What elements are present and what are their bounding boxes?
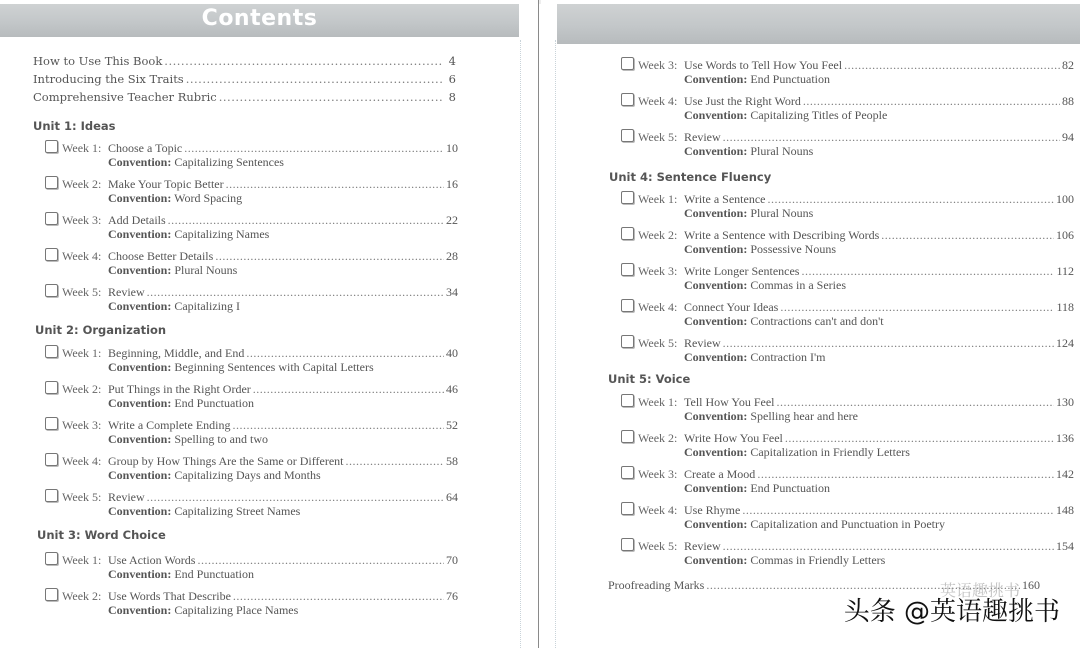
convention-text: Plural Nouns [174, 263, 238, 277]
week-label: Week 3: [638, 467, 678, 481]
checkbox[interactable] [45, 453, 58, 466]
week-label: Week 4: [62, 454, 102, 468]
entry-page: 160 [1022, 578, 1040, 592]
convention-line [684, 409, 858, 424]
entry-page: 8 [448, 90, 456, 104]
week-label: Week 4: [638, 300, 678, 314]
page-edge [555, 40, 556, 648]
entry-title: Review [684, 336, 721, 350]
entry-page: 106 [1056, 228, 1074, 242]
week-title-row [684, 431, 1074, 446]
week-entry[interactable] [621, 335, 1074, 367]
convention-label: Convention: [684, 445, 748, 459]
entry-title: Review [684, 539, 721, 553]
week-title-row [684, 395, 1074, 410]
week-entry[interactable] [45, 212, 458, 244]
entry-page: 88 [1062, 94, 1074, 108]
entry-title: Review [108, 285, 145, 299]
week-title-row [108, 177, 458, 192]
entry-title: Make Your Topic Better [108, 177, 224, 191]
entry-title: Review [108, 490, 145, 504]
week-title-row [108, 418, 458, 433]
convention-line [684, 517, 945, 532]
entry-title: Put Things in the Right Order [108, 382, 251, 396]
week-title-row [684, 228, 1074, 243]
entry-page: 136 [1056, 431, 1074, 445]
checkbox[interactable] [621, 394, 634, 407]
entry-title: Write a Complete Ending [108, 418, 231, 432]
convention-label: Convention: [684, 350, 748, 364]
convention-text: Capitalizing Titles of People [750, 108, 888, 122]
entry-page: 40 [446, 346, 458, 360]
convention-label: Convention: [684, 242, 748, 256]
week-title-row [108, 553, 458, 568]
convention-label: Convention: [684, 108, 748, 122]
entry-page: 148 [1056, 503, 1074, 517]
entry-title: Introducing the Six Traits [33, 72, 184, 86]
convention-label: Convention: [108, 360, 172, 374]
week-label: Week 1: [638, 395, 678, 409]
week-entry[interactable] [621, 129, 1074, 161]
entry-title: Beginning, Middle, and End [108, 346, 245, 360]
dot-leader [168, 213, 444, 228]
left-page [0, 0, 538, 648]
convention-text: Contraction I'm [750, 350, 826, 364]
convention-label: Convention: [108, 227, 172, 241]
entry-title: Tell How You Feel [684, 395, 775, 409]
watermark-faint: 英语趣挑书 [939, 581, 1020, 600]
checkbox[interactable] [45, 417, 58, 430]
dot-leader [346, 454, 444, 469]
checkbox[interactable] [621, 57, 634, 70]
week-title-row [684, 192, 1074, 207]
week-entry[interactable] [621, 430, 1074, 462]
week-entry[interactable] [621, 57, 1074, 89]
week-title-row [684, 539, 1074, 554]
convention-text: Capitalization in Friendly Letters [750, 445, 910, 459]
checkbox[interactable] [621, 129, 634, 142]
checkbox[interactable] [621, 227, 634, 240]
convention-line [684, 206, 813, 221]
week-label: Week 4: [638, 503, 678, 517]
convention-line [684, 72, 830, 87]
checkbox[interactable] [45, 248, 58, 261]
entry-title: Add Details [108, 213, 166, 227]
convention-text: End Punctuation [174, 396, 255, 410]
week-title-row [108, 382, 458, 397]
right-page [541, 0, 1080, 648]
week-label: Week 5: [638, 539, 678, 553]
checkbox[interactable] [45, 140, 58, 153]
week-title-row [684, 503, 1074, 518]
convention-text: Plural Nouns [750, 144, 814, 158]
dot-leader [219, 90, 442, 104]
week-title-row [684, 300, 1074, 315]
week-entry[interactable] [45, 453, 458, 485]
week-title-row [108, 249, 458, 264]
dot-leader [253, 382, 444, 397]
unit-heading: Unit 4: Sentence Fluency [609, 170, 772, 184]
checkbox[interactable] [621, 430, 634, 443]
convention-text: End Punctuation [174, 567, 255, 581]
checkbox[interactable] [621, 466, 634, 479]
week-label: Week 3: [638, 58, 678, 72]
convention-label: Convention: [684, 553, 748, 567]
week-label: Week 4: [62, 249, 102, 263]
checkbox[interactable] [621, 191, 634, 204]
convention-line [684, 278, 846, 293]
convention-text: Commas in a Series [750, 278, 846, 292]
week-label: Week 1: [638, 192, 678, 206]
convention-line [684, 481, 830, 496]
entry-page: 124 [1056, 336, 1074, 350]
convention-label: Convention: [684, 314, 748, 328]
entry-title: Choose Better Details [108, 249, 214, 263]
entry-page: 82 [1062, 58, 1074, 72]
convention-text: Possessive Nouns [750, 242, 837, 256]
week-title-row [684, 336, 1074, 351]
entry-title: Use Words to Tell How You Feel [684, 58, 843, 72]
checkbox[interactable] [621, 335, 634, 348]
checkbox[interactable] [45, 588, 58, 601]
week-title-row [684, 130, 1074, 145]
week-label: Week 3: [62, 213, 102, 227]
week-label: Week 4: [638, 94, 678, 108]
convention-label: Convention: [108, 468, 172, 482]
dot-leader [757, 467, 1054, 482]
convention-text: Commas in Friendly Letters [750, 553, 886, 567]
dot-leader [803, 94, 1060, 109]
convention-line [108, 360, 374, 375]
week-label: Week 2: [638, 228, 678, 242]
week-label: Week 2: [62, 177, 102, 191]
convention-line [684, 314, 884, 329]
unit-heading: Unit 1: Ideas [33, 119, 116, 133]
dot-leader [844, 58, 1060, 73]
week-entry[interactable] [621, 466, 1074, 498]
entry-title: Choose a Topic [108, 141, 183, 155]
dot-leader [881, 228, 1054, 243]
checkbox[interactable] [621, 538, 634, 551]
convention-text: Capitalization and Punctuation in Poetry [750, 517, 945, 531]
checkbox[interactable] [621, 299, 634, 312]
convention-label: Convention: [108, 396, 172, 410]
week-label: Week 5: [638, 130, 678, 144]
checkbox[interactable] [45, 176, 58, 189]
entry-page: 16 [446, 177, 458, 191]
entry-page: 112 [1056, 264, 1074, 278]
convention-text: Capitalizing Names [174, 227, 270, 241]
convention-label: Convention: [684, 409, 748, 423]
unit-heading: Unit 3: Word Choice [37, 528, 166, 542]
entry-page: 130 [1056, 395, 1074, 409]
entry-title: Use Action Words [108, 553, 196, 567]
entry-page: 34 [446, 285, 458, 299]
week-label: Week 1: [62, 141, 102, 155]
entry-page: 100 [1056, 192, 1074, 206]
week-entry[interactable] [621, 394, 1074, 426]
dot-leader [767, 192, 1054, 207]
entry-title: Use Words That Describe [108, 589, 231, 603]
convention-text: End Punctuation [750, 481, 831, 495]
week-entry[interactable] [621, 191, 1074, 223]
checkbox[interactable] [621, 263, 634, 276]
week-entry[interactable] [45, 248, 458, 280]
dot-leader [785, 431, 1054, 446]
convention-label: Convention: [108, 504, 172, 518]
convention-line [684, 242, 836, 257]
convention-text: Capitalizing Place Names [174, 603, 299, 617]
convention-line [108, 432, 268, 447]
convention-line [684, 144, 813, 159]
convention-text: Plural Nouns [750, 206, 814, 220]
week-entry[interactable] [621, 538, 1074, 570]
week-entry[interactable] [621, 299, 1074, 331]
convention-label: Convention: [108, 432, 172, 446]
contents-banner [0, 4, 519, 37]
week-entry[interactable] [45, 417, 458, 449]
week-title-row [108, 141, 458, 156]
week-label: Week 3: [62, 418, 102, 432]
dot-leader [246, 346, 444, 361]
convention-text: Spelling to and two [174, 432, 269, 446]
entry-page: 10 [446, 141, 458, 155]
convention-label: Convention: [108, 155, 172, 169]
week-entry[interactable] [621, 227, 1074, 259]
convention-line [108, 155, 284, 170]
week-title-row [108, 490, 458, 505]
page-title: Contents [201, 6, 318, 31]
entry-page: 4 [448, 54, 456, 68]
week-label: Week 1: [62, 553, 102, 567]
week-title-row [108, 213, 458, 228]
week-label: Week 2: [62, 382, 102, 396]
convention-label: Convention: [684, 144, 748, 158]
convention-label: Convention: [684, 278, 748, 292]
convention-text: Word Spacing [174, 191, 243, 205]
convention-line [108, 603, 298, 618]
entry-title: Review [684, 130, 721, 144]
convention-text: Capitalizing Sentences [174, 155, 284, 169]
week-title-row [684, 467, 1074, 482]
week-entry[interactable] [45, 588, 458, 620]
checkbox[interactable] [621, 502, 634, 515]
convention-line [108, 191, 242, 206]
checkbox[interactable] [45, 345, 58, 358]
week-entry[interactable] [45, 345, 458, 377]
unit-heading: Unit 5: Voice [608, 372, 691, 386]
convention-label: Convention: [684, 72, 748, 86]
dot-leader [186, 72, 442, 86]
entry-title: Group by How Things Are the Same or Different [108, 454, 344, 468]
entry-page: 70 [446, 553, 458, 567]
convention-line [684, 445, 910, 460]
dot-leader [233, 589, 444, 604]
week-entry[interactable] [621, 502, 1074, 534]
week-label: Week 1: [62, 346, 102, 360]
entry-page: 6 [448, 72, 456, 86]
checkbox[interactable] [621, 93, 634, 106]
convention-line [108, 567, 254, 582]
entry-page: 52 [446, 418, 458, 432]
book-gutter [538, 0, 539, 648]
entry-title: Use Just the Right Word [684, 94, 801, 108]
convention-text: Beginning Sentences with Capital Letters [174, 360, 374, 374]
dot-leader [723, 336, 1054, 351]
week-entry[interactable] [45, 176, 458, 208]
convention-line [108, 468, 321, 483]
convention-label: Convention: [108, 567, 172, 581]
week-entry[interactable] [45, 284, 458, 316]
week-label: Week 5: [62, 490, 102, 504]
entry-title: Comprehensive Teacher Rubric [33, 90, 217, 104]
dot-leader [801, 264, 1054, 279]
convention-text: Capitalizing Days and Months [174, 468, 321, 482]
week-entry[interactable] [45, 552, 458, 584]
toc-entry[interactable] [33, 90, 456, 104]
checkbox[interactable] [45, 284, 58, 297]
entry-title: How to Use This Book [33, 54, 163, 68]
dot-leader [742, 503, 1054, 518]
checkbox[interactable] [45, 552, 58, 565]
entry-page: 22 [446, 213, 458, 227]
dot-leader [780, 300, 1054, 315]
convention-line [108, 299, 240, 314]
week-title-row [108, 589, 458, 604]
entry-title: Connect Your Ideas [684, 300, 779, 314]
entry-title: Use Rhyme [684, 503, 741, 517]
entry-title: Write a Sentence [684, 192, 766, 206]
convention-text: Capitalizing I [174, 299, 240, 313]
week-title-row [108, 454, 458, 469]
dot-leader [232, 418, 444, 433]
week-label: Week 5: [62, 285, 102, 299]
entry-title: Write Longer Sentences [684, 264, 800, 278]
checkbox[interactable] [45, 489, 58, 502]
convention-label: Convention: [108, 299, 172, 313]
convention-label: Convention: [684, 481, 748, 495]
week-entry[interactable] [45, 489, 458, 521]
dot-leader [184, 141, 444, 156]
week-entry[interactable] [621, 263, 1074, 295]
dot-leader [147, 490, 444, 505]
week-title-row [108, 346, 458, 361]
convention-line [684, 108, 887, 123]
week-title-row [684, 58, 1074, 73]
entry-title: Write a Sentence with Describing Words [684, 228, 880, 242]
page-edge [520, 40, 521, 648]
convention-label: Convention: [108, 191, 172, 205]
convention-line [108, 263, 237, 278]
week-entry[interactable] [45, 140, 458, 172]
entry-page: 118 [1056, 300, 1074, 314]
dot-leader [215, 249, 444, 264]
convention-label: Convention: [108, 603, 172, 617]
unit-heading: Unit 2: Organization [35, 323, 167, 337]
entry-page: 154 [1056, 539, 1074, 553]
dot-leader [723, 130, 1060, 145]
dot-leader [197, 553, 444, 568]
week-entry[interactable] [45, 381, 458, 413]
convention-text: Spelling hear and here [750, 409, 858, 423]
entry-page: 46 [446, 382, 458, 396]
checkbox[interactable] [45, 212, 58, 225]
entry-page: 142 [1056, 467, 1074, 481]
toc-entry[interactable] [33, 72, 456, 86]
entry-title: Proofreading Marks [608, 578, 705, 592]
convention-label: Convention: [108, 263, 172, 277]
dot-leader [164, 54, 442, 68]
convention-text: End Punctuation [750, 72, 831, 86]
entry-page: 58 [446, 454, 458, 468]
header-banner [557, 4, 1080, 44]
week-title-row [108, 285, 458, 300]
dot-leader [723, 539, 1054, 554]
entry-title: Create a Mood [684, 467, 756, 481]
week-label: Week 3: [638, 264, 678, 278]
entry-page: 94 [1062, 130, 1074, 144]
week-label: Week 2: [62, 589, 102, 603]
week-label: Week 5: [638, 336, 678, 350]
convention-line [108, 504, 300, 519]
week-entry[interactable] [621, 93, 1074, 125]
entry-page: 64 [446, 490, 458, 504]
convention-label: Convention: [684, 517, 748, 531]
dot-leader [147, 285, 444, 300]
entry-page: 76 [446, 589, 458, 603]
convention-text: Capitalizing Street Names [174, 504, 301, 518]
entry-title: Write How You Feel [684, 431, 783, 445]
convention-label: Convention: [684, 206, 748, 220]
watermark: 头条 @英语趣挑书 [843, 597, 1060, 627]
checkbox[interactable] [45, 381, 58, 394]
week-title-row [684, 264, 1074, 279]
convention-line [108, 396, 254, 411]
week-title-row [684, 94, 1074, 109]
week-label: Week 2: [638, 431, 678, 445]
convention-line [684, 350, 826, 365]
convention-line [684, 553, 885, 568]
dot-leader [777, 395, 1055, 410]
convention-text: Contractions can't and don't [750, 314, 884, 328]
convention-line [108, 227, 269, 242]
toc-entry[interactable] [33, 54, 456, 68]
entry-page: 28 [446, 249, 458, 263]
dot-leader [226, 177, 444, 192]
